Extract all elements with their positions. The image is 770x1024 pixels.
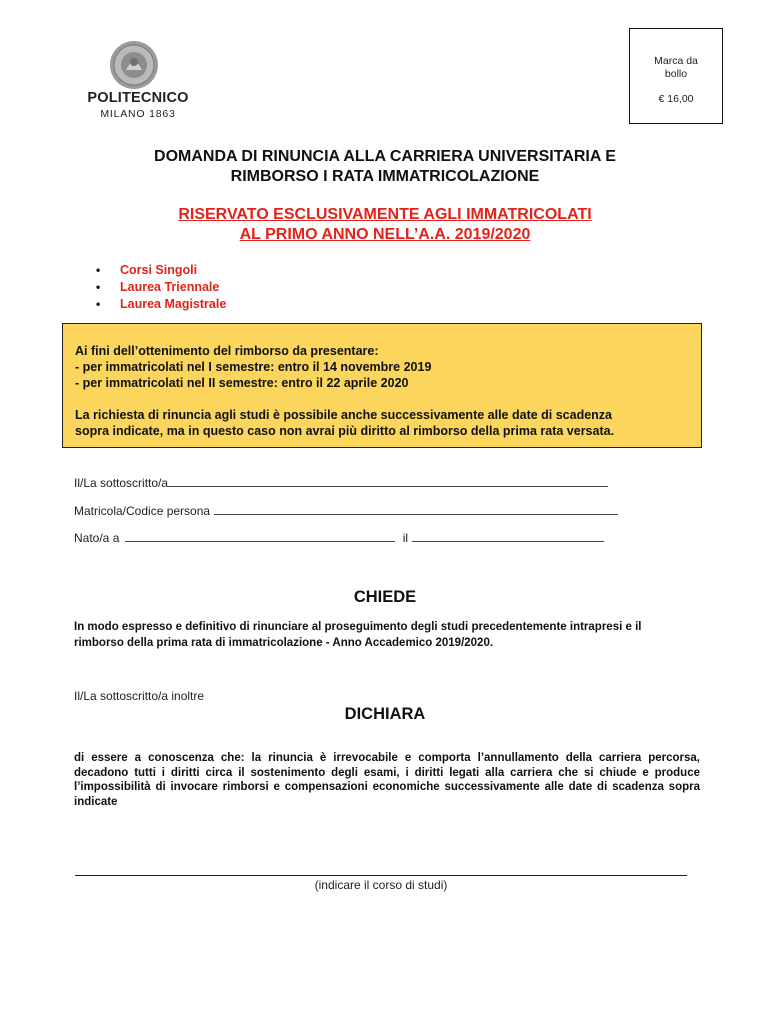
birthplace-input[interactable] xyxy=(125,530,395,542)
revenue-stamp-box xyxy=(629,28,723,124)
declaration-heading: DICHIARA xyxy=(344,705,426,723)
logo-name: POLITECNICO xyxy=(87,90,189,106)
document-title xyxy=(60,147,710,187)
undersigned-label: Il/La sottoscritto/a xyxy=(74,476,169,490)
request-text xyxy=(74,619,714,651)
notice-line: La richiesta di rinuncia agli studi è possibile anche successivamente alle date di scadenza xyxy=(75,408,613,422)
course-label: Laurea Triennale xyxy=(120,280,220,294)
student-id-input[interactable] xyxy=(214,503,618,515)
list-item xyxy=(96,296,226,313)
title-line2: RIMBORSO I RATA IMMATRICOLAZIONE xyxy=(230,168,540,185)
university-seal-icon xyxy=(109,40,159,90)
request-heading: CHIEDE xyxy=(353,588,417,606)
list-item xyxy=(96,262,226,279)
request-text-line2: rimborso della prima rata di immatricolazione - Anno Accademico 2019/2020. xyxy=(74,637,494,649)
bullet-icon: • xyxy=(96,280,101,294)
birthdate-label: il xyxy=(402,531,409,545)
stamp-label-line2: bollo xyxy=(664,68,688,80)
politecnico-logo xyxy=(78,40,198,120)
id-field-row xyxy=(74,503,618,518)
logo-city: MILANO 1863 xyxy=(100,108,176,120)
subtitle-line1: RISERVATO ESCLUSIVAMENTE AGLI IMMATRICOLATI xyxy=(178,206,592,223)
birth-field-row xyxy=(74,530,604,545)
document-subtitle xyxy=(60,205,710,245)
declaration-text: di essere a conoscenza che: la rinuncia è irrevocabile e comporta l’annullamento della carriera percorsa, decadono tutti i diritti circa il sostenimento degli esami, i diritti legati alla carriera che si chiude e produce l’impossibilità di invocare rimborsi e compensazioni economiche successivamente alle date di scadenza sopra indicate xyxy=(74,752,700,808)
student-id-label: Matricola/Codice persona xyxy=(74,504,211,518)
undersigned-also-label: Il/La sottoscritto/a inoltre xyxy=(74,689,205,703)
bullet-icon: • xyxy=(96,263,101,277)
birthdate-input[interactable] xyxy=(412,530,604,542)
birthplace-label: Nato/a a xyxy=(74,531,120,545)
bullet-icon: • xyxy=(96,297,101,311)
notice-line: Ai fini dell’ottenimento del rimborso da presentare: xyxy=(75,344,379,358)
notice-line: - per immatricolati nel I semestre: entro il 14 novembre 2019 xyxy=(75,360,432,374)
deadline-notice-box xyxy=(62,323,702,448)
stamp-value: € 16,00 xyxy=(658,93,694,105)
undersigned-input[interactable] xyxy=(168,475,608,487)
subtitle-line2: AL PRIMO ANNO NELL’A.A. 2019/2020 xyxy=(239,226,531,243)
title-line1: DOMANDA DI RINUNCIA ALLA CARRIERA UNIVERSITARIA E xyxy=(154,148,616,165)
notice-line: - per immatricolati nel II semestre: entro il 22 aprile 2020 xyxy=(75,376,409,390)
course-label: Corsi Singoli xyxy=(120,263,198,277)
course-label: Laurea Magistrale xyxy=(120,297,227,311)
list-item xyxy=(96,279,226,296)
course-list xyxy=(96,262,226,313)
stamp-label-line1: Marca da xyxy=(654,55,698,67)
course-of-study-hint: (indicare il corso di studi) xyxy=(314,878,448,892)
request-text-line1: In modo espresso e definitivo di rinunciare al proseguimento degli studi precedentemente intrapresi e il xyxy=(74,621,642,633)
course-of-study-input[interactable] xyxy=(75,875,687,876)
notice-line: sopra indicate, ma in questo caso non avrai più diritto al rimborso della prima rata versata. xyxy=(75,424,615,438)
undersigned-field-row xyxy=(74,475,608,490)
stamp-label xyxy=(630,55,722,81)
